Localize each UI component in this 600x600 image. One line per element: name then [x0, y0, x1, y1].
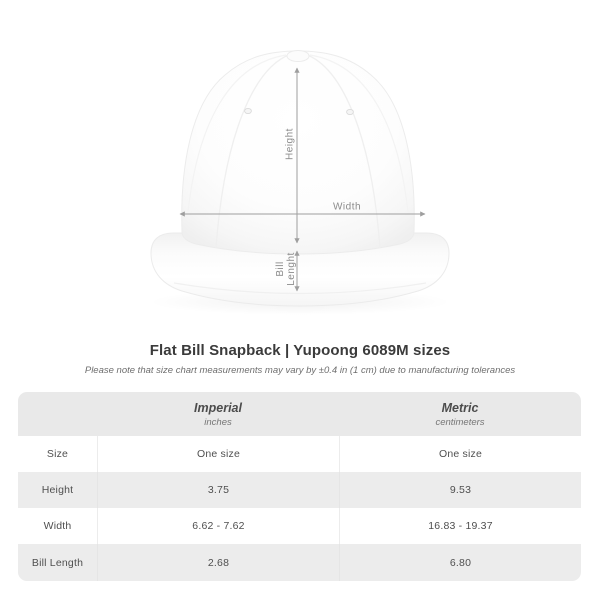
imperial-value: One size	[97, 436, 339, 472]
row-label: Bill Length	[31, 556, 84, 569]
header-imperial	[97, 392, 339, 436]
metric-value: 9.53	[339, 472, 581, 508]
table-row-bill-length	[18, 544, 581, 581]
row-label: Height	[41, 484, 74, 496]
eyelet-left	[245, 108, 252, 113]
metric-value: 16.83 - 19.37	[339, 508, 581, 544]
bill-length-dimension-label	[275, 252, 297, 286]
page-title: Flat Bill Snapback | Yupoong 6089M sizes	[149, 342, 451, 359]
imperial-value: 6.62 - 7.62	[97, 508, 339, 544]
metric-label: Metric	[441, 400, 479, 415]
size-table	[18, 392, 581, 581]
width-dimension-label: Width	[332, 201, 362, 213]
metric-value: One size	[339, 436, 581, 472]
metric-unit: centimeters	[435, 416, 485, 428]
bill-label-line1: Bill	[275, 261, 286, 277]
metric-value: 6.80	[339, 544, 581, 581]
header-spacer-cell	[18, 392, 97, 436]
cap-top-button	[287, 51, 309, 62]
imperial-value: 2.68	[97, 544, 339, 581]
table-row-size	[18, 436, 581, 472]
imperial-unit: inches	[204, 416, 232, 428]
height-dimension-label: Height	[284, 128, 296, 160]
cap-crown	[182, 51, 414, 254]
imperial-label: Imperial	[194, 400, 242, 415]
bill-label-line2: Lenght	[286, 252, 297, 286]
imperial-value: 3.75	[97, 472, 339, 508]
row-label: Width	[43, 520, 72, 532]
title-block	[0, 342, 600, 376]
eyelet-right	[347, 109, 354, 114]
table-row-height	[18, 472, 581, 508]
row-label: Size	[46, 448, 69, 460]
tolerance-note: Please note that size chart measurements may vary by ±0.4 in (1 cm) due to manufacturing tolerances	[84, 365, 516, 376]
header-metric	[339, 392, 581, 436]
table-row-width	[18, 508, 581, 544]
size-table-header	[18, 392, 581, 436]
